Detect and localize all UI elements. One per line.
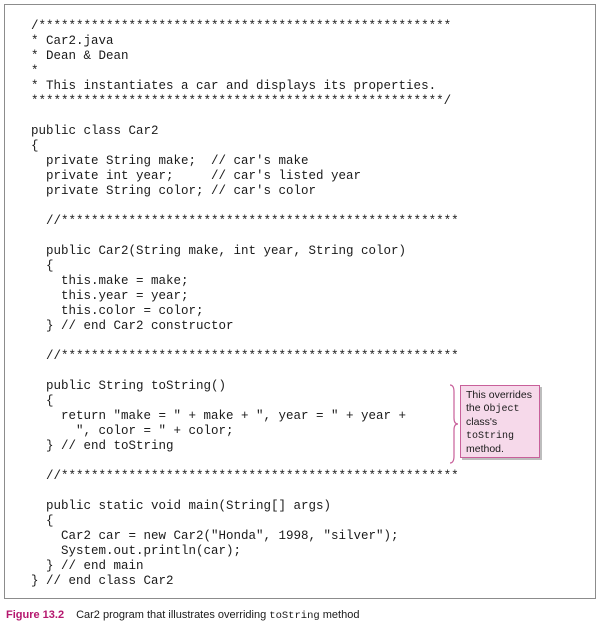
code-line: } // end Car2 constructor [31,319,234,333]
caption-text: Car2 program that illustrates overriding [76,609,270,621]
code-line: public class Car2 [31,124,159,138]
code-line: private int year; // car's listed year [31,169,362,183]
code-line: * This instantiates a car and displays its properties. [31,79,437,93]
code-line: this.make = make; [31,274,189,288]
code-line: } // end class Car2 [31,574,174,588]
tostring-callout [460,385,540,458]
code-line: /******************************************************* [31,19,452,33]
code-line: //***************************************************** [31,214,459,228]
code-line: *******************************************************/ [31,94,452,108]
code-line: ", color = " + color; [31,424,234,438]
callout-text-1: This overrides the [466,389,532,414]
code-line: } // end main [31,559,144,573]
code-line: { [31,259,54,273]
callout-code-tostring: toString [466,431,515,442]
caption-suffix: method [319,609,360,621]
figure-label: Figure 13.2 [6,609,65,621]
code-line: } // end toString [31,439,174,453]
code-line: { [31,139,39,153]
code-listing [4,4,596,599]
code-line: * Car2.java [31,34,114,48]
code-line: public static void main(String[] args) [31,499,332,513]
code-line: public Car2(String make, int year, String color) [31,244,407,258]
code-line: this.year = year; [31,289,189,303]
callout-brace [449,384,459,464]
code-line: //***************************************************** [31,469,459,483]
callout-text-2: class's [466,416,498,428]
code-line: private String color; // car's color [31,184,317,198]
callout-text-3: method. [466,443,504,455]
code-line: * [31,64,39,78]
code-line: Car2 car = new Car2("Honda", 1998, "silver"); [31,529,399,543]
code-line: return "make = " + make + ", year = " + year + [31,409,407,423]
code-line: public String toString() [31,379,227,393]
code-line: { [31,394,54,408]
code-line: System.out.println(car); [31,544,242,558]
code-line: this.color = color; [31,304,204,318]
code-line: * Dean & Dean [31,49,129,63]
code-line: private String make; // car's make [31,154,309,168]
caption-code: toString [269,610,320,622]
code-line: //***************************************************** [31,349,459,363]
figure-caption [6,608,359,623]
code-line: { [31,514,54,528]
callout-code-object: Object [483,404,520,415]
